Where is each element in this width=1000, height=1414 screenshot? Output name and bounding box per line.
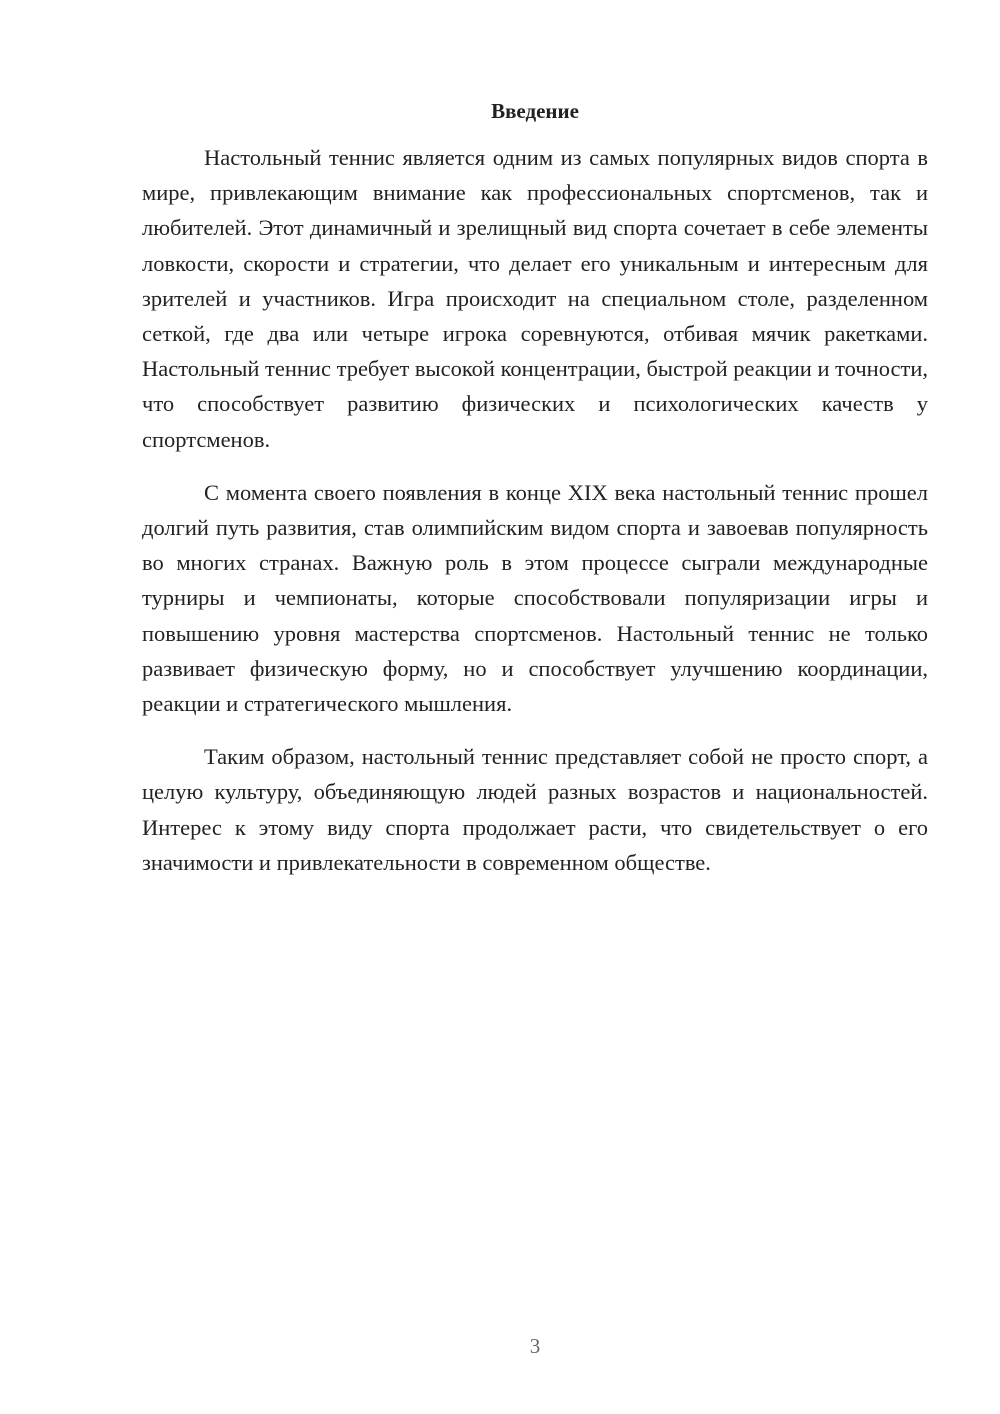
paragraph-2: С момента своего появления в конце XIX века настольный теннис прошел долгий путь развития, став олимпийским видом спорта и завоевав популярность во многих странах. Важную роль в этом процессе сыграли международные турниры и чемпионаты, которые способствовали популяризации игры и повышению уровня мастерства спортсменов. Настольный теннис не только развивает физическую форму, но и способствует улучшению координации, реакции и стратегического мышления. <box>142 479 928 717</box>
page-number: 3 <box>529 1334 541 1358</box>
section-heading: Введение <box>491 99 579 123</box>
paragraph-3: Таким образом, настольный теннис представляет собой не просто спорт, а целую культуру, объединяющую людей разных возрастов и национальностей. Интерес к этому виду спорта продолжает расти, что свидетельствует о его значимости и привлекательности в современном обществе. <box>142 744 928 875</box>
paragraph-1: Настольный теннис является одним из самых популярных видов спорта в мире, привлекающим внимание как профессиональных спортсменов, так и любителей. Этот динамичный и зрелищный вид спорта сочетает в себе элементы ловкости, скорости и стратегии, что делает его уникальным и интересным для зрителей и участников. Игра происходит на специальном столе, разделенном сеткой, где два или четыре игрока соревнуются, отбивая мячик ракетками. Настольный теннис требует высокой концентрации, быстрой реакции и точности, что способствует развитию физических и психологических качеств у спортсменов. <box>142 145 928 452</box>
body-text <box>142 140 928 898</box>
